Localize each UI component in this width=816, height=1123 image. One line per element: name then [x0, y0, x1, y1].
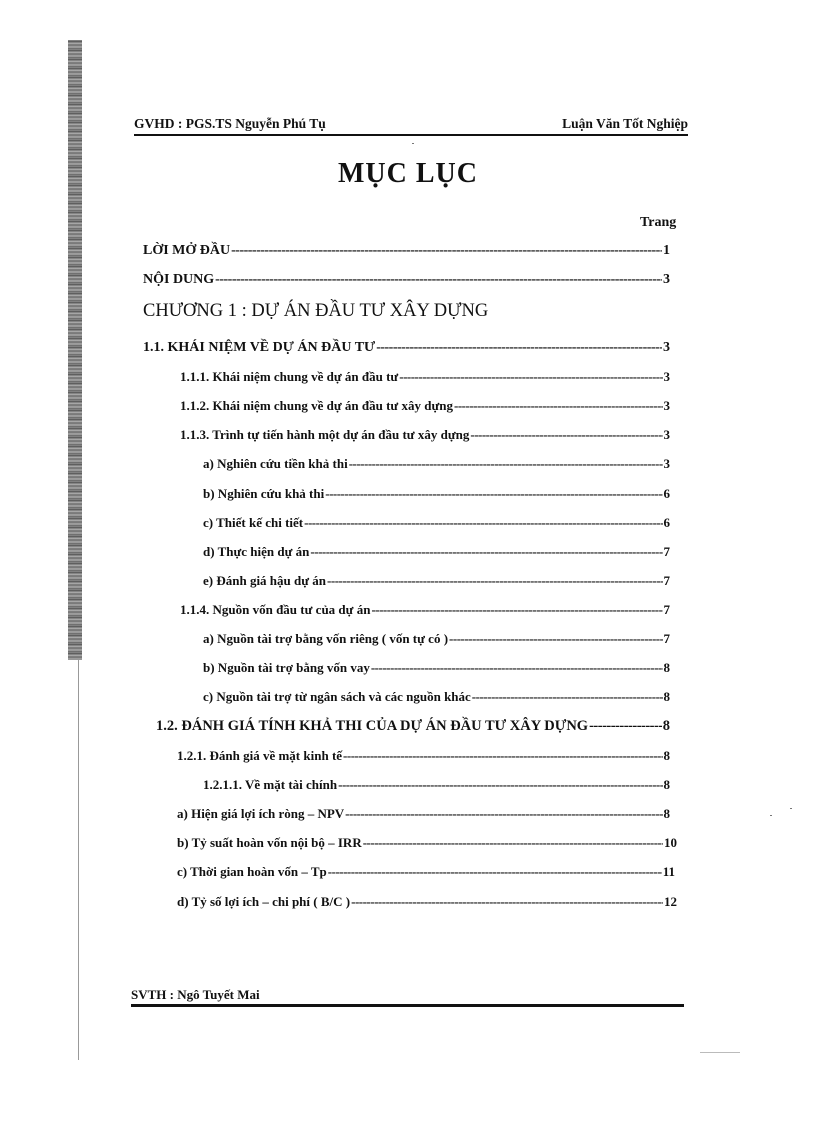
scan-speck [412, 143, 414, 144]
toc-entry[interactable] [203, 573, 670, 593]
toc-entry-page: 7 [663, 573, 670, 588]
scan-speck [790, 808, 792, 809]
toc-entry-page: 8 [662, 718, 670, 734]
toc-entry[interactable] [143, 340, 670, 360]
page-footer [131, 986, 684, 1007]
toc-entry[interactable] [203, 544, 670, 564]
toc-entry-label: e) Đánh giá hậu dự án [203, 573, 327, 588]
toc-entry-label: 1.1.4. Nguồn vốn đầu tư của dự án [180, 602, 371, 617]
toc-entry-page: 6 [663, 515, 670, 530]
toc-entry[interactable] [180, 427, 670, 447]
toc-leader [328, 864, 662, 880]
header-advisor: GVHD : PGS.TS Nguyễn Phú Tụ [134, 116, 326, 131]
toc-entry[interactable] [180, 602, 670, 622]
toc-leader [310, 544, 662, 560]
toc-leader [376, 340, 662, 356]
toc-entry-label: a) Nghiên cứu tiền khả thi [203, 456, 348, 471]
toc-leader [454, 398, 663, 414]
toc-entry-page: 3 [663, 340, 670, 355]
toc-entry[interactable] [177, 806, 670, 826]
toc-entry-page: 8 [663, 748, 670, 763]
toc-entry[interactable] [203, 660, 670, 680]
toc-entry-page: 3 [663, 398, 670, 413]
toc-entry-page: 1 [663, 243, 670, 258]
toc-entry[interactable] [203, 631, 670, 651]
toc-leader [351, 894, 663, 910]
toc-entry-label: d) Thực hiện dự án [203, 544, 310, 559]
toc-entry-page: 8 [663, 806, 670, 821]
toc-leader [215, 272, 662, 288]
toc-entry-page: 8 [663, 777, 670, 792]
toc-leader [449, 631, 662, 647]
toc-entry-page: 3 [663, 272, 670, 287]
toc-entry[interactable] [177, 894, 677, 914]
scan-edge-artifact [68, 40, 82, 660]
toc-entry-label: 1.1.2. Khái niệm chung về dự án đầu tư xây dựng [180, 398, 453, 413]
toc-entry[interactable] [156, 718, 670, 738]
toc-entry[interactable] [177, 864, 675, 884]
toc-entry[interactable] [203, 456, 670, 476]
toc-entry[interactable] [180, 398, 670, 418]
toc-entry-label: NỘI DUNG [143, 272, 215, 287]
toc-leader [399, 369, 662, 385]
toc-entry[interactable] [177, 835, 677, 855]
chapter-heading: CHƯƠNG 1 : DỰ ÁN ĐẦU TƯ XÂY DỰNG [143, 301, 489, 321]
toc-entry-label: b) Nguồn tài trợ bằng vốn vay [203, 660, 370, 675]
toc-entry-label: 1.1.3. Trình tự tiến hành một dự án đầu tư xây dựng [180, 427, 470, 442]
toc-entry[interactable] [203, 777, 670, 797]
toc-leader [589, 718, 662, 735]
toc-entry-page: 3 [663, 427, 670, 442]
toc-entry-page: 10 [664, 835, 677, 850]
toc-leader [343, 748, 662, 764]
toc-entry-label: 1.2.1. Đánh giá về mặt kinh tế [177, 748, 343, 763]
toc-leader [325, 486, 662, 502]
toc-entry-label: d) Tỷ số lợi ích – chi phí ( B/C ) [177, 894, 351, 909]
toc-entry-label: b) Tỷ suất hoàn vốn nội bộ – IRR [177, 835, 362, 850]
toc-entry-label: a) Hiện giá lợi ích ròng – NPV [177, 806, 345, 821]
toc-entry-page: 8 [663, 689, 670, 704]
page-title: MỤC LỤC [338, 158, 478, 189]
toc-entry-page: 12 [664, 894, 677, 909]
toc-leader [349, 456, 663, 472]
toc-entry-page: 7 [663, 602, 670, 617]
toc-entry-page: 7 [663, 631, 670, 646]
toc-leader [363, 835, 663, 851]
toc-entry-label: 1.1.1. Khái niệm chung về dự án đầu tư [180, 369, 399, 384]
toc-entry-label: b) Nghiên cứu khả thi [203, 486, 325, 501]
toc-entry-label: LỜI MỞ ĐẦU [143, 243, 231, 258]
toc-entry-label: 1.2. ĐÁNH GIÁ TÍNH KHẢ THI CỦA DỰ ÁN ĐẦU TƯ XÂY DỰNG [156, 718, 589, 734]
toc-leader [304, 515, 662, 531]
toc-entry-page: 6 [663, 486, 670, 501]
toc-entry-label: a) Nguồn tài trợ bằng vốn riêng ( vốn tự có ) [203, 631, 449, 646]
toc-entry[interactable] [177, 748, 670, 768]
toc-leader [472, 689, 663, 705]
toc-entry[interactable] [203, 486, 670, 506]
toc-entry-label: c) Thời gian hoàn vốn – Tp [177, 864, 327, 879]
toc-entry-page: 3 [663, 369, 670, 384]
page-column-label: Trang [640, 215, 677, 230]
page-header [134, 114, 688, 136]
toc-entry-page: 7 [663, 544, 670, 559]
toc-entry[interactable] [203, 689, 670, 709]
toc-entry-page: 8 [663, 660, 670, 675]
toc-entry[interactable] [203, 515, 670, 535]
toc-entry-page: 3 [663, 456, 670, 471]
toc-leader [338, 777, 662, 793]
toc-leader [470, 427, 662, 443]
toc-entry-label: 1.1. KHÁI NIỆM VỀ DỰ ÁN ĐẦU TƯ [143, 340, 376, 355]
toc-entry-page: 11 [662, 864, 675, 879]
toc-entry-label: 1.2.1.1. Về mặt tài chính [203, 777, 338, 792]
header-thesis-label: Luận Văn Tốt Nghiệp [562, 116, 688, 131]
toc-leader [371, 602, 662, 618]
toc-entry[interactable] [143, 243, 670, 263]
toc-leader [345, 806, 662, 822]
scan-speck [700, 1052, 740, 1053]
toc-leader [231, 243, 662, 259]
toc-entry[interactable] [143, 272, 670, 292]
toc-entry-label: c) Nguồn tài trợ từ ngân sách và các nguồn khác [203, 689, 471, 704]
footer-student: SVTH : Ngô Tuyết Mai [131, 987, 260, 1002]
toc-leader [327, 573, 662, 589]
scan-speck [770, 815, 772, 816]
toc-leader [371, 660, 663, 676]
toc-entry-label: c) Thiết kế chi tiết [203, 515, 304, 530]
toc-entry[interactable] [180, 369, 670, 389]
scan-line-artifact [78, 660, 79, 1060]
